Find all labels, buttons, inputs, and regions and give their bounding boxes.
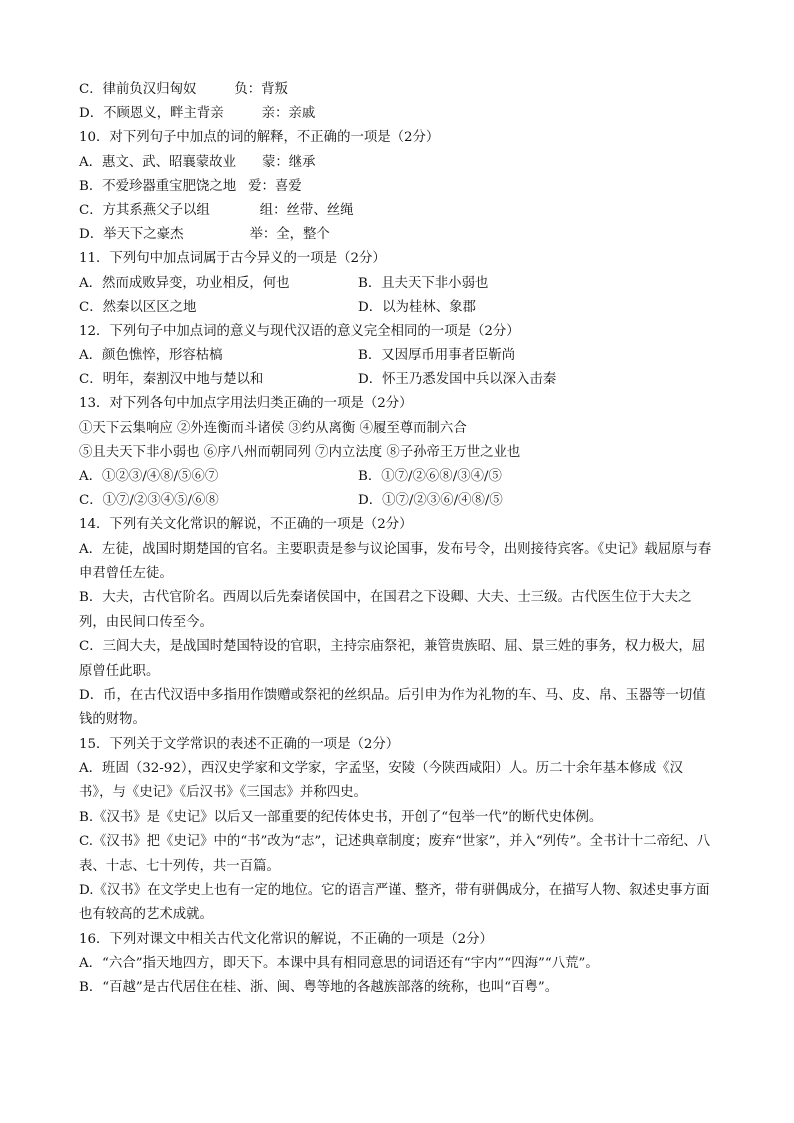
question-12-stem: 12．下列句子中加点词的意义与现代汉语的意义完全相同的一项是（2分） (79, 323, 520, 339)
q15-option-d: D.《汉书》在文学史上也有一定的地位。它的语言严谨、整齐，带有骈偶成分，在描写人物、叙述史事方面也有较高的艺术成就。 (79, 883, 710, 923)
question-13-stem: 13．对下列各句中加点字用法归类正确的一项是（2分） (79, 396, 413, 412)
q13-sentences-row2: ⑤且夫天下非小弱也 ⑥序八州而朝同列 ⑦内立法度 ⑧子孙帝王万世之业也 (79, 444, 521, 460)
option-text: C．律前负汉归匈奴 (79, 82, 197, 97)
q14-option-d: D．币，在古代汉语中多指用作馈赠或祭祀的丝织品。后引申为作为礼物的车、马、皮、帛、玉器等一切值钱的财物。 (79, 688, 706, 728)
q11-option-c: C．然秦以区区之地 (79, 299, 197, 315)
q12-option-d: D．怀王乃悉发国中兵以深入击秦 (358, 372, 557, 388)
option-text: D．不顾恩义，畔主背亲 (79, 106, 224, 122)
q12-options-ab (79, 344, 715, 368)
question-15-stem: 15．下列关于文学常识的表述不正确的一项是（2分） (79, 736, 400, 752)
q11-options-cd (79, 296, 715, 320)
q15-option-b: B.《汉书》是《史记》以后又一部重要的纪传体史书，开创了“包举一代”的断代史体例。 (79, 809, 603, 825)
option-gloss: 负：背叛 (234, 82, 288, 97)
question-14-stem: 14．下列有关文化常识的解说，不正确的一项是（2分） (79, 517, 413, 533)
option-line (79, 102, 715, 126)
q13-option-b: B．①⑦/②⑥⑧/③④/⑤ (358, 469, 502, 484)
q12-option-c: C．明年，秦割汉中地与楚以和 (79, 372, 264, 388)
option-text: D．举天下之豪杰 (79, 227, 184, 243)
q14-option-b: B．大夫，古代官阶名。西周以后先秦诸侯国中，在国君之下设卿、大夫、士三级。古代医生位于大夫之列，由民间口传至今。 (79, 590, 692, 630)
option-text: A．惠文、武、昭襄蒙故业 (79, 154, 236, 170)
q13-option-d: D．①⑦/②③⑥/④⑧/⑤ (358, 493, 503, 509)
option-gloss: 爱：喜爱 (248, 178, 302, 194)
q10-option-d (79, 223, 715, 247)
q11-option-a: A．然而成败异变，功业相反，何也 (79, 275, 290, 291)
q13-option-a: A．①②③/④⑧/⑤⑥⑦ (79, 469, 219, 484)
q12-option-a: A．颜色憔悴，形容枯槁 (79, 348, 223, 364)
question-10-stem: 10．对下列句子中加点的词的解释，不正确的一项是（2分） (79, 130, 440, 146)
q11-options-ab (79, 272, 715, 296)
q13-options-ab (79, 465, 715, 489)
question-11-stem: 11．下列句中加点词属于古今异义的一项是（2分） (79, 251, 386, 267)
q10-option-c (79, 199, 715, 223)
q10-option-b (79, 175, 715, 199)
q15-option-a: A．班固（32-92），西汉史学家和文学家，字孟坚，安陵（今陕西咸阳）人。历二十余年基本修成《汉书》，与《史记》《后汉书》《三国志》并称四史。 (79, 761, 683, 801)
q12-option-b: B．又因厚币用事者臣靳尚 (358, 348, 516, 364)
option-line (79, 78, 715, 102)
q12-options-cd (79, 368, 715, 392)
option-gloss: 亲：亲戚 (261, 106, 316, 122)
option-gloss: 举：全，整个 (249, 227, 330, 243)
option-gloss: 蒙：继承 (261, 154, 316, 170)
q13-options-cd (79, 489, 715, 513)
q16-option-b: B．“百越”是古代居住在桂、浙、闽、粤等地的各越族部落的统称，也叫“百粤”。 (79, 980, 559, 996)
q13-sentences-row1: ①天下云集响应 ②外连衡而斗诸侯 ③约从离衡 ④履至尊而制六合 (79, 420, 467, 436)
option-text: C．方其系燕父子以组 (79, 202, 210, 218)
q11-option-b: B．且夫天下非小弱也 (358, 275, 489, 291)
option-text: B．不爱珍器重宝肥饶之地 (79, 178, 237, 194)
q11-option-d: D．以为桂林、象郡 (358, 299, 476, 315)
q13-option-c: C．①⑦/②③④⑤/⑥⑧ (79, 493, 219, 509)
question-16-stem: 16．下列对课文中相关古代文化常识的解说，不正确的一项是（2分） (79, 931, 493, 947)
q10-option-a (79, 151, 715, 175)
option-gloss: 组：丝带、丝绳 (259, 202, 354, 218)
q14-option-a: A．左徒，战国时期楚国的官名。主要职责是参与议论国事，发布号令，出则接待宾客。《史记》载屈原与春申君曾任左徒。 (79, 541, 712, 581)
q16-option-a: A．“六合”指天地四方，即天下。本课中具有相同意思的词语还有“宇内”“四海”“八荒”。 (79, 956, 599, 972)
exam-page (79, 78, 715, 1001)
q14-option-c: C．三闾大夫，是战国时楚国特设的官职，主持宗庙祭祀，兼管贵族昭、屈、景三姓的事务，权力极大，屈原曾任此职。 (79, 639, 706, 679)
q15-option-c: C.《汉书》把《史记》中的“书”改为“志”，记述典章制度；废弃“世家”，并入“列传”。全书计十二帝纪、八表、十志、七十列传，共一百篇。 (79, 834, 711, 874)
